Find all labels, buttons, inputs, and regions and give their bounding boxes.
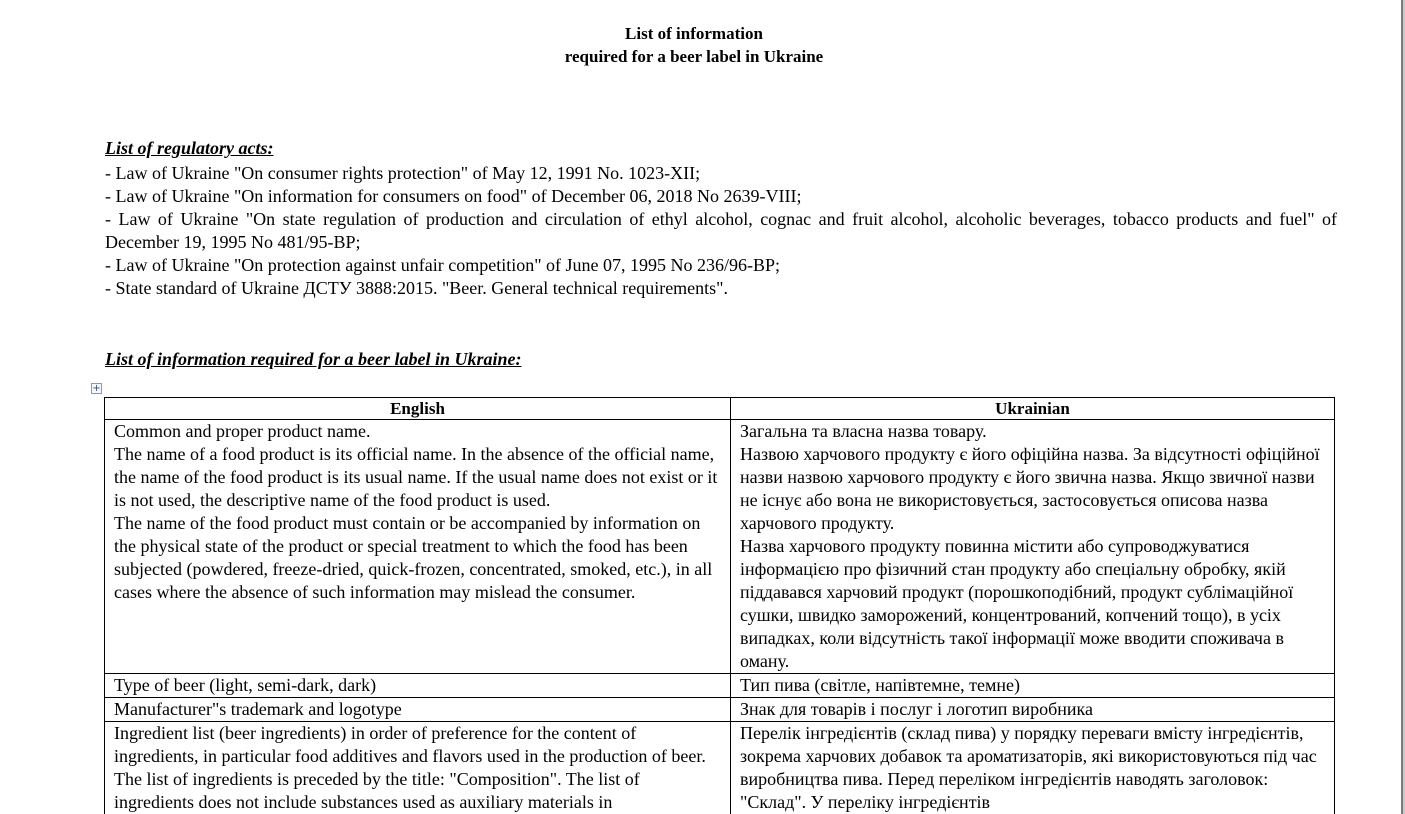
label-info-heading: List of information required for a beer label in Ukraine: [105, 349, 522, 369]
table-header-row [105, 398, 1335, 420]
cell-english [105, 698, 731, 722]
cell-paragraph: Загальна та власна назва товару. [740, 421, 987, 441]
regulatory-acts-list [105, 162, 1337, 300]
column-header-ukrainian: Ukrainian [731, 398, 1335, 420]
move-handle-icon[interactable]: + [92, 383, 101, 394]
cell-paragraph: The name of a food product is its official name. In the absence of the official name, the name of the food product is its usual name. If the usual name does not exist or it is not used, the descriptive name of the food product is used. [114, 444, 718, 510]
regulatory-acts-heading: List of regulatory acts: [105, 138, 274, 158]
title-line-1: List of information [625, 24, 763, 43]
cell-paragraph: Manufacturer"s trademark and logotype [114, 699, 402, 719]
cell-english [105, 674, 731, 698]
cell-ukrainian [731, 674, 1335, 698]
cell-paragraph: Ingredient list (beer ingredients) in order of preference for the content of ingredients, in particular food additives and flavors used in the production of beer. The list of ingredients is preceded by the title: "Composition". The list of ingredients does not include substances used as auxiliary materials in [114, 723, 706, 812]
cell-paragraph: Тип пива (світле, напівтемне, темне) [740, 675, 1021, 695]
cell-ukrainian [731, 698, 1335, 722]
cell-english [105, 420, 731, 674]
cell-paragraph: Перелік інгредієнтів (склад пива) у порядку переваги вмісту інгредієнтів, зокрема харчових добавок та ароматизаторів, які використовуються під час виробництва пива. Перед переліком інгредієнтів наводять заголовок: "Склад". У переліку інгредієнтів [740, 723, 1317, 812]
cell-paragraph: The name of the food product must contain or be accompanied by information on the physical state of the product or special treatment to which the food has been subjected (powdered, freeze-dried, quick-frozen, concentrated, smoked, etc.), in all cases where the absence of such information may mislead the consumer. [114, 513, 713, 602]
table-row [105, 674, 1335, 698]
cell-paragraph: Type of beer (light, semi-dark, dark) [114, 675, 377, 695]
cell-paragraph: Знак для товарів і послуг і логотип виробника [740, 699, 1093, 719]
title-line-2: required for a beer label in Ukraine [564, 47, 824, 66]
cell-paragraph: Назва харчового продукту повинна містити або супроводжуватися інформацією про фізичний стан продукту або спеціальну обробку, якій піддавався харчовий продукт (порошкоподібний, продукт сублімаційної сушки, швидко заморожений, концентрований, копчений тощо), в усіх випадках, коли відсутність такої інформації може вводити споживача в оману. [740, 536, 1294, 671]
document-title [0, 22, 1388, 68]
cell-paragraph: Назвою харчового продукту є його офіційна назва. За відсутності офіційної назви назвою харчового продукту є його звична назва. Якщо звичної назви не існує або вона не використовується, застосовується описова назва харчового продукту. [740, 444, 1320, 533]
regulatory-act-item: - Law of Ukraine "On consumer rights protection" of May 12, 1991 No. 1023-XII; [105, 163, 701, 183]
label-requirements-table [104, 397, 1335, 814]
cell-ukrainian [731, 722, 1335, 814]
cell-ukrainian [731, 420, 1335, 674]
column-header-english: English [105, 398, 731, 420]
regulatory-act-item: - Law of Ukraine "On protection against unfair competition" of June 07, 1995 No 236/96-BP; [105, 255, 781, 275]
table-row [105, 722, 1335, 814]
cell-paragraph: Common and proper product name. [114, 421, 371, 441]
regulatory-act-item: - State standard of Ukraine ДСТУ 3888:2015. "Beer. General technical requirements". [105, 278, 729, 298]
cell-english [105, 722, 731, 814]
regulatory-act-item: - Law of Ukraine "On state regulation of production and circulation of ethyl alcohol, cognac and fruit alcohol, alcoholic beverages, tobacco products and fuel" of December 19, 1995 No 481/95-BP; [105, 209, 1337, 252]
table-row [105, 698, 1335, 722]
table-row [105, 420, 1335, 674]
regulatory-act-item: - Law of Ukraine "On information for consumers on food" of December 06, 2018 No 2639-VIII; [105, 186, 802, 206]
